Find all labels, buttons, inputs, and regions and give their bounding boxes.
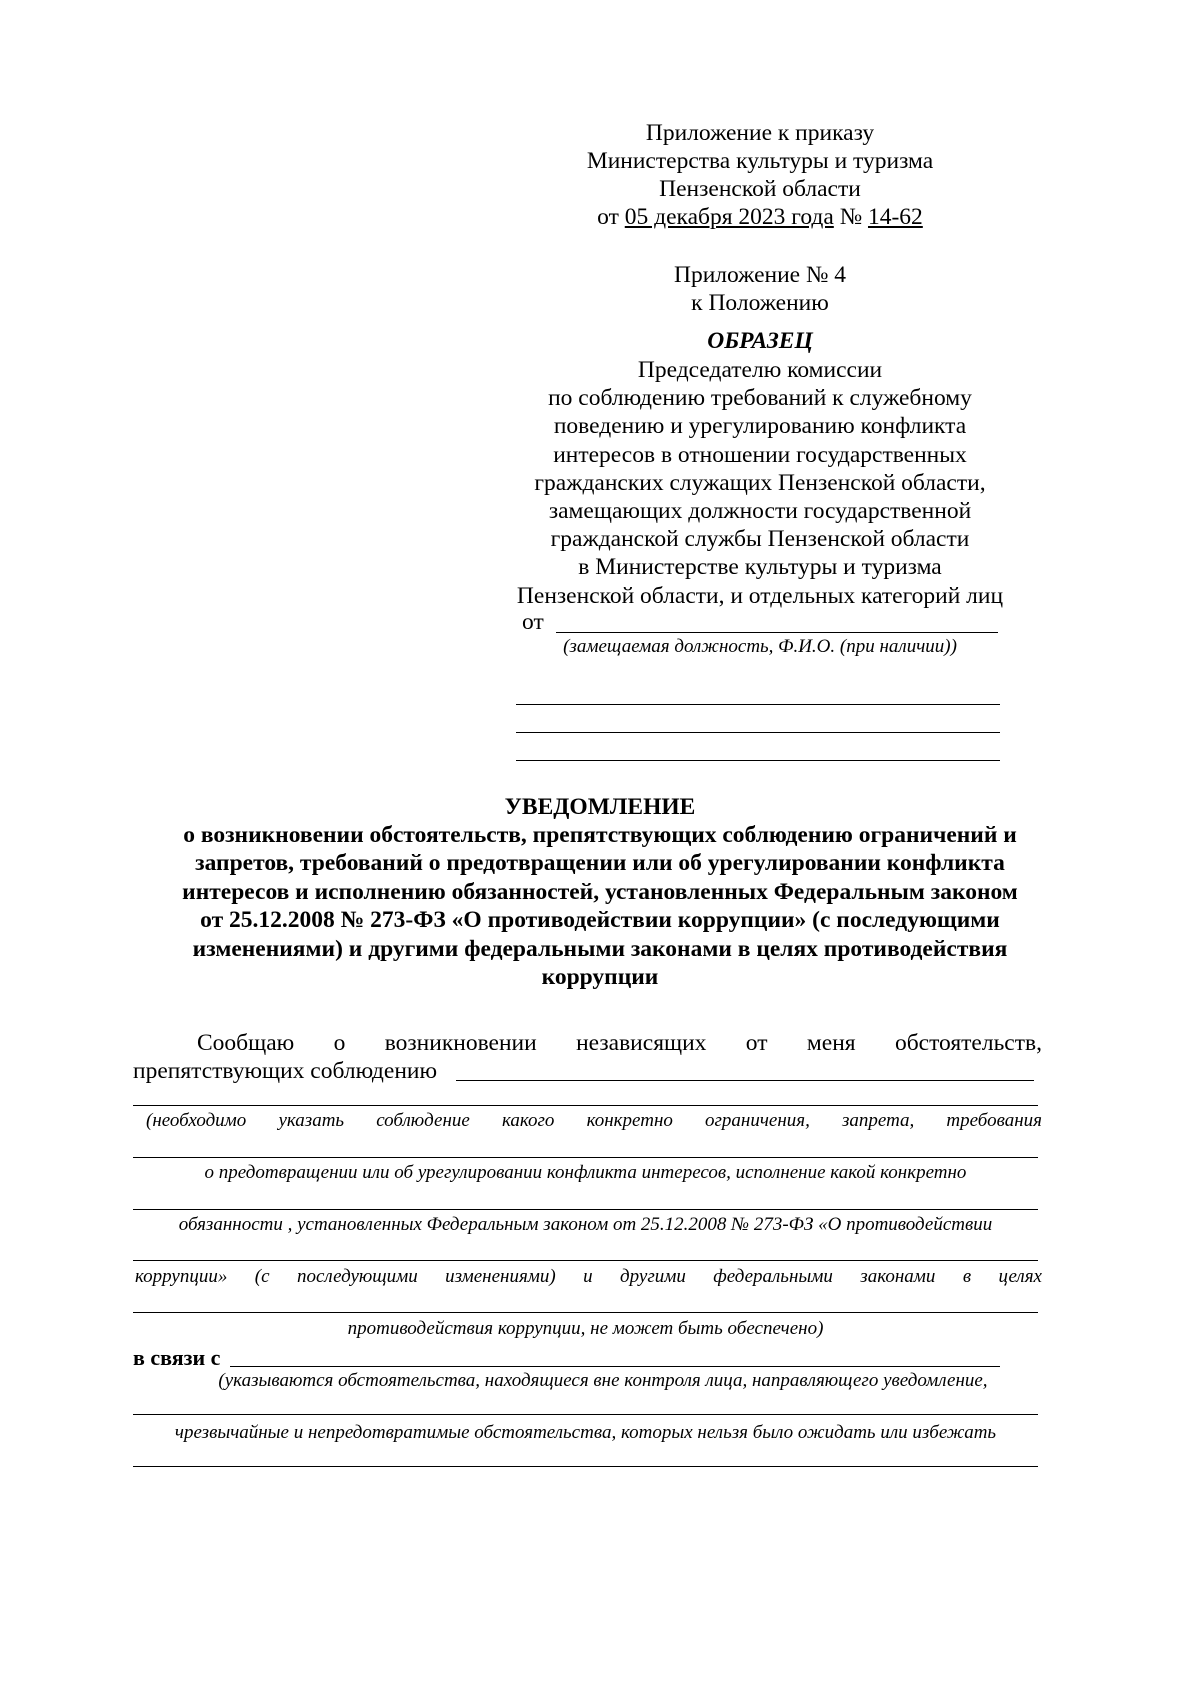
body-word: меня: [806, 1030, 856, 1056]
appendix-to-regulation: к Положению: [691, 290, 829, 316]
order-appendix-line1: Приложение к приказу: [645, 120, 875, 146]
hint-word: законами: [860, 1266, 936, 1287]
hint-word: соблюдение: [376, 1110, 470, 1131]
appendix-number: Приложение № 4: [673, 262, 847, 288]
order-number: 14-62: [867, 204, 923, 230]
hint-word: и: [583, 1266, 593, 1287]
order-prefix: от: [597, 204, 625, 230]
addressee-line: гражданской службы Пензенской области: [550, 526, 970, 553]
hint-word: (необходимо: [146, 1110, 247, 1131]
addressee-line: в Министерстве культуры и туризма: [578, 554, 942, 581]
blank-line-2: [516, 732, 1000, 733]
notification-subtitle-line: коррупции: [541, 964, 659, 990]
addressee-line: Пензенской области, и отдельных категорий лиц: [516, 582, 1004, 609]
addressee-line: интересов в отношении государственных: [553, 441, 967, 468]
body-word: независящих: [576, 1030, 707, 1056]
notification-subtitle-line: запретов, требований о предотвращении или об урегулировании конфликта: [195, 850, 1005, 877]
body-underline-8: [133, 1466, 1038, 1467]
in-connection-label: в связи с: [133, 1345, 221, 1370]
hint-line-5: противодействия коррупции, не может быть обеспечено): [347, 1318, 824, 1339]
hint-word: запрета,: [841, 1110, 915, 1131]
body-underline-7: [133, 1414, 1038, 1415]
notification-subtitle-line: изменениями) и другими федеральными законами в целях противодействия: [192, 935, 1008, 962]
hint-word: коррупции»: [135, 1266, 228, 1287]
from-hint: (замещаемая должность, Ф.И.О. (при наличии)): [563, 636, 957, 657]
blank-line-3: [516, 760, 1000, 761]
addressee-line: гражданских служащих Пензенской области,: [534, 469, 986, 496]
addressee-line: замещающих должности государственной: [548, 498, 972, 524]
order-number-sign: №: [833, 204, 868, 230]
from-label: от: [522, 609, 544, 635]
hint-word: какого: [501, 1110, 555, 1131]
notification-subtitle-line: интересов и исполнению обязанностей, установленных Федеральным законом: [182, 878, 1018, 905]
sample-label: ОБРАЗЕЦ: [707, 328, 813, 354]
hint-word: конкретно: [586, 1110, 673, 1131]
hint-word: требования: [946, 1110, 1042, 1131]
body-underline-6: [133, 1312, 1038, 1313]
hint-word: федеральными: [713, 1266, 833, 1287]
body-word: возникновении: [384, 1030, 537, 1056]
notification-heading: УВЕДОМЛЕНИЕ: [504, 794, 696, 820]
hint-line-3: обязанности , установленных Федеральным законом от 25.12.2008 № 273-ФЗ «О противодействии: [178, 1214, 993, 1235]
from-underline: [556, 632, 998, 633]
hint-word: указать: [278, 1110, 345, 1131]
hint-line-4: [135, 1266, 1042, 1288]
body-underline-3: [133, 1157, 1038, 1158]
body-word: от: [745, 1030, 768, 1056]
body-underline-4: [133, 1209, 1038, 1210]
body-underline-5: [133, 1260, 1038, 1261]
addressee-line: Председателю комиссии: [637, 357, 883, 383]
order-appendix-line2: Министерства культуры и туризма: [586, 148, 934, 174]
notification-subtitle-line: о возникновении обстоятельств, препятствующих соблюдению ограничений и: [183, 822, 1017, 848]
order-date: 05 декабря 2023 года: [624, 204, 834, 230]
blank-line-1: [516, 704, 1000, 705]
hint-word: целях: [998, 1266, 1042, 1287]
body-second-line: препятствующих соблюдению: [133, 1058, 438, 1084]
body-first-line: [197, 1030, 1042, 1057]
body-underline-2: [133, 1105, 1038, 1106]
notification-subtitle-line: от 25.12.2008 № 273-ФЗ «О противодействии коррупции» (с последующими: [200, 907, 1000, 934]
in-connection-underline: [230, 1366, 1000, 1367]
order-reference: [465, 204, 1055, 231]
hint-line-1: [146, 1110, 1042, 1132]
hint-word: последующими: [296, 1266, 418, 1287]
body-word: о: [333, 1030, 346, 1056]
order-appendix-line3: Пензенской области: [659, 176, 861, 202]
hint-word: другими: [620, 1266, 686, 1287]
hint-word: изменениями): [445, 1266, 556, 1287]
hint-line-7: чрезвычайные и непредотвратимые обстоятельства, которых нельзя было ожидать или избежать: [174, 1422, 997, 1443]
addressee-line: по соблюдению требований к служебному: [548, 385, 972, 412]
body-underline-1: [456, 1080, 1034, 1081]
hint-word: (с: [254, 1266, 270, 1287]
hint-line-2: о предотвращении или об урегулировании конфликта интересов, исполнение какой конкретно: [204, 1162, 967, 1183]
hint-word: в: [962, 1266, 972, 1287]
body-word: Сообщаю: [197, 1030, 295, 1056]
hint-word: ограничения,: [705, 1110, 810, 1131]
body-word: обстоятельств,: [894, 1030, 1042, 1056]
hint-line-6: (указываются обстоятельства, находящиеся вне контроля лица, направляющего уведомление,: [218, 1370, 988, 1391]
addressee-line: поведению и урегулированию конфликта: [553, 413, 967, 440]
